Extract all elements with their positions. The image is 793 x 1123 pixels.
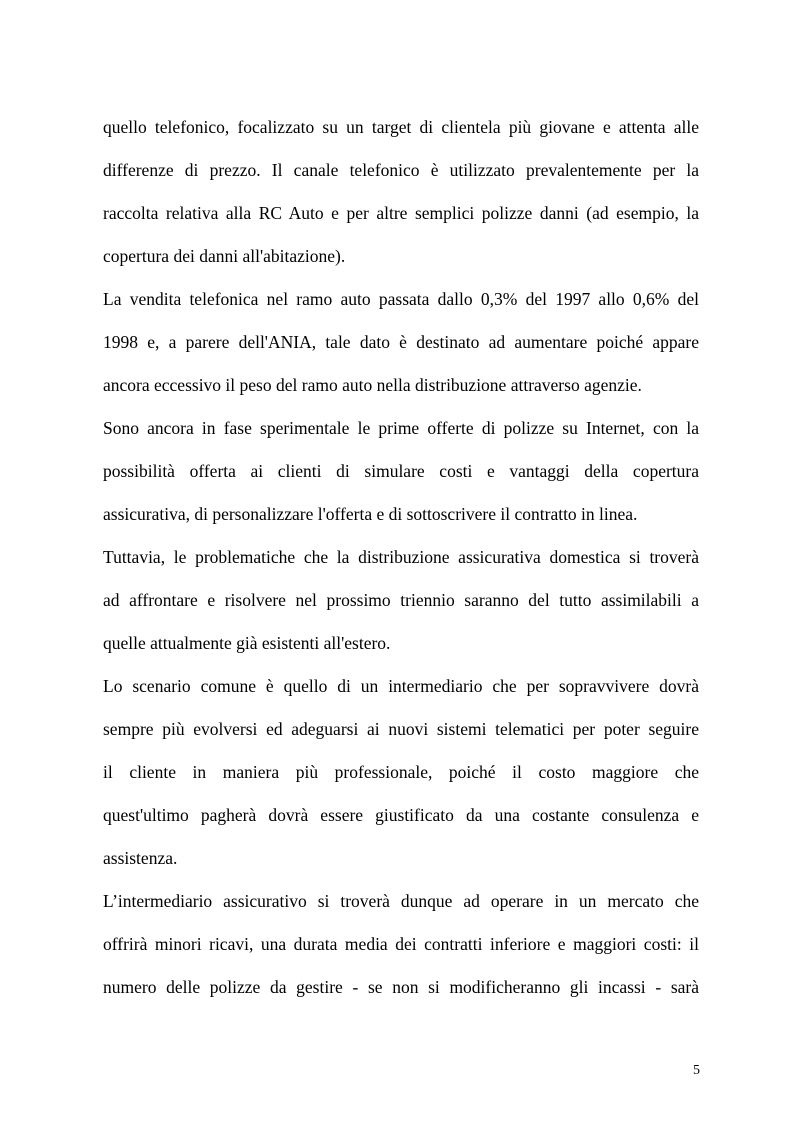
- text-line: offrirà minori ricavi, una durata media dei contratti inferiore e maggiori costi: il: [103, 934, 699, 954]
- text-line: differenze di prezzo. Il canale telefonico è utilizzato prevalentemente per la: [103, 160, 699, 180]
- text-line: assicurativa, di personalizzare l'offerta e di sottoscrivere il contratto in linea.: [103, 504, 638, 524]
- text-line: quest'ultimo pagherà dovrà essere giustificato da una costante consulenza e: [103, 805, 699, 825]
- text-line: ad affrontare e risolvere nel prossimo triennio saranno del tutto assimilabili a: [103, 590, 699, 610]
- body-text: [103, 109, 699, 1012]
- text-line: 1998 e, a parere dell'ANIA, tale dato è destinato ad aumentare poiché appare: [103, 332, 699, 352]
- text-line: quello telefonico, focalizzato su un target di clientela più giovane e attenta alle: [103, 117, 699, 137]
- text-line: quelle attualmente già esistenti all'estero.: [103, 633, 391, 653]
- text-line: ancora eccessivo il peso del ramo auto nella distribuzione attraverso agenzie.: [103, 375, 642, 395]
- text-line: copertura dei danni all'abitazione).: [103, 246, 346, 266]
- text-line: Tuttavia, le problematiche che la distribuzione assicurativa domestica si troverà: [103, 547, 699, 567]
- text-line: Lo scenario comune è quello di un intermediario che per sopravvivere dovrà: [103, 676, 699, 696]
- text-line: L’intermediario assicurativo si troverà dunque ad operare in un mercato che: [103, 891, 699, 911]
- text-line: Sono ancora in fase sperimentale le prime offerte di polizze su Internet, con la: [103, 418, 699, 438]
- page-number: 5: [693, 1063, 700, 1078]
- text-line: assistenza.: [103, 848, 178, 868]
- text-line: raccolta relativa alla RC Auto e per altre semplici polizze danni (ad esempio, la: [103, 203, 699, 223]
- text-line: possibilità offerta ai clienti di simulare costi e vantaggi della copertura: [103, 461, 699, 481]
- text-line: La vendita telefonica nel ramo auto passata dallo 0,3% del 1997 allo 0,6% del: [103, 289, 699, 309]
- text-line: numero delle polizze da gestire - se non si modificheranno gli incassi - sarà: [103, 977, 699, 997]
- text-line: sempre più evolversi ed adeguarsi ai nuovi sistemi telematici per poter seguire: [103, 719, 699, 739]
- text-line: il cliente in maniera più professionale, poiché il costo maggiore che: [103, 762, 699, 782]
